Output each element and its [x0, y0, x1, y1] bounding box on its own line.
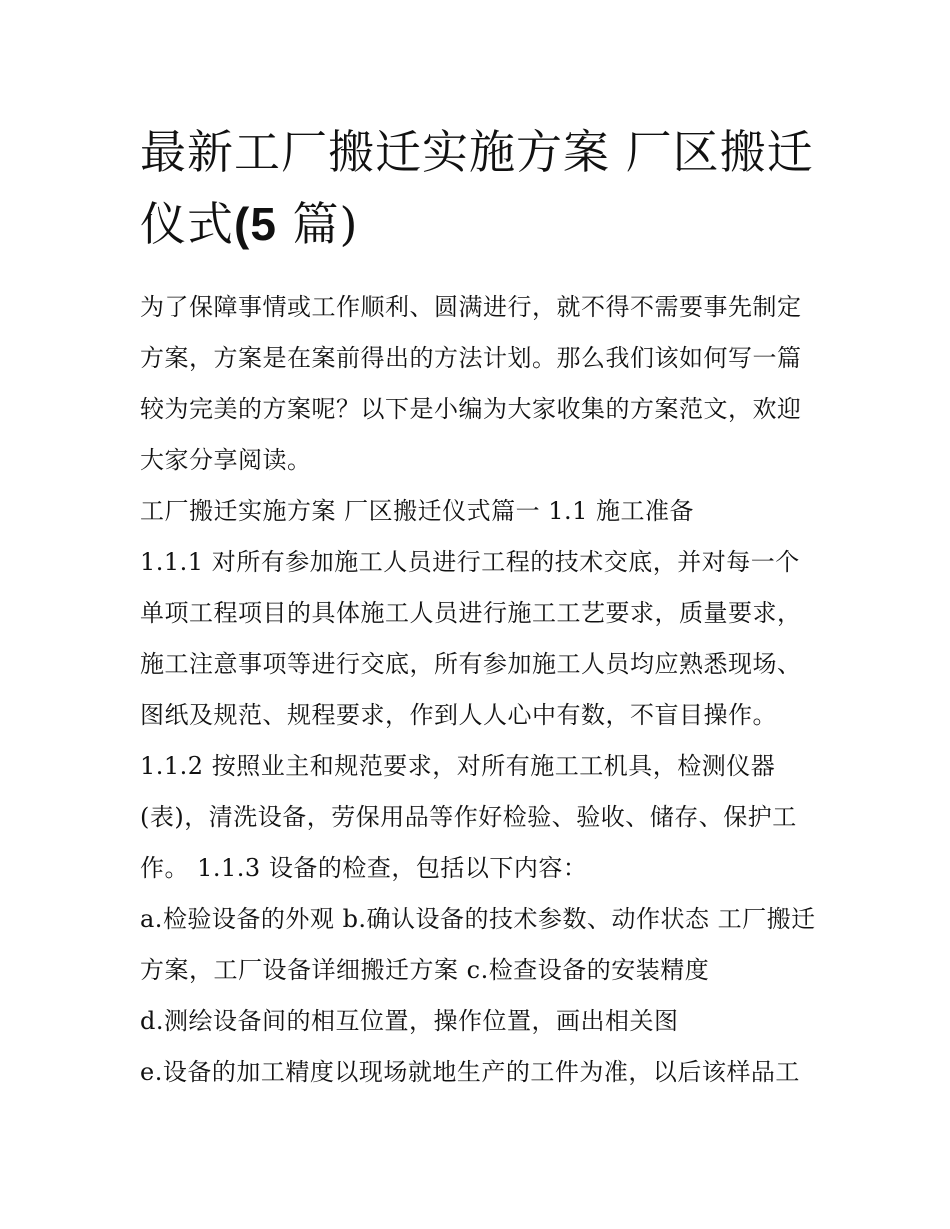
document-body — [140, 282, 820, 1098]
title-text: 最新工厂搬迁实施方案 厂区搬迁仪式 — [140, 125, 814, 251]
title-suffix: 篇) — [276, 197, 359, 251]
body-paragraph: e.设备的加工精度以现场就地生产的工件为准，以后该样品工 — [140, 1058, 800, 1086]
body-paragraph: a.检验设备的外观 b.确认设备的技术参数、动作状态 工厂搬迁方案，工厂设备详细搬迁方案 c.检查设备的安装精度 — [140, 905, 816, 984]
document-title — [140, 116, 820, 260]
section-heading: 工厂搬迁实施方案 厂区搬迁仪式篇一 1.1 施工准备 — [140, 497, 695, 525]
intro-paragraph: 为了保障事情或工作顺利、圆满进行，就不得不需要事先制定方案，方案是在案前得出的方法计划。那么我们该如何写一篇较为完美的方案呢？以下是小编为大家收集的方案范文，欢迎大家分享阅读。 — [140, 293, 802, 474]
title-count: (5 — [234, 198, 277, 250]
body-paragraph: d.测绘设备间的相互位置，操作位置，画出相关图 — [140, 1007, 679, 1035]
body-paragraph: 1.1.2 按照业主和规范要求，对所有施工工机具，检测仪器(表)，清洗设备，劳保用品等作好检验、验收、储存、保护工作。 1.1.3 设备的检查，包括以下内容： — [140, 752, 797, 882]
body-paragraph: 1.1.1 对所有参加施工人员进行工程的技术交底，并对每一个单项工程项目的具体施工人员进行施工工艺要求，质量要求，施工注意事项等进行交底，所有参加施工人员均应熟悉现场、图纸及规范、规程要求，作到人人心中有数，不盲目操作。 — [140, 548, 802, 729]
